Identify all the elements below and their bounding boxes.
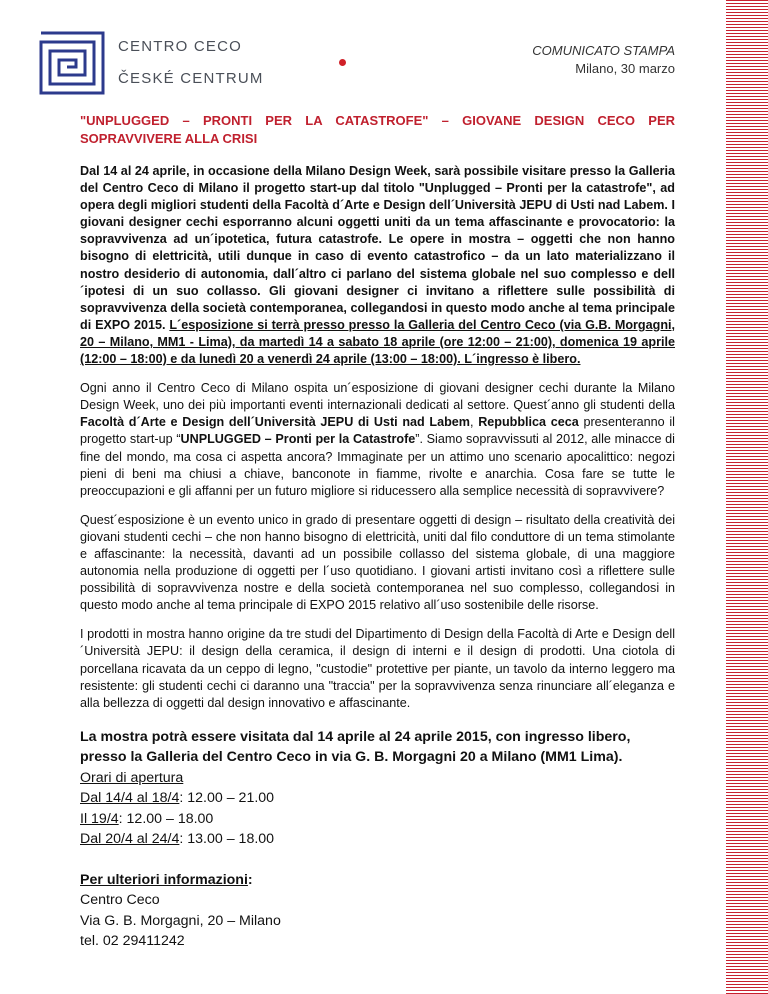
paragraph-1 [80, 380, 675, 500]
info-colon: : [247, 871, 253, 888]
p1-c: , [470, 415, 479, 430]
hours-label: Dal 14/4 al 18/4 [80, 790, 180, 807]
p1-project-title: UNPLUGGED – Pronti per la Catastrofe [180, 432, 416, 447]
visit-statement: La mostra potrà essere visitata dal 14 aprile al 24 aprile 2015, con ingresso libero, presso la Galleria del Centro Ceco in via G. B. Morgagni 20 a Milano (MM1 Lima). [80, 728, 631, 766]
logo-line-2: ČESKÉ CENTRUM [118, 70, 264, 87]
intro-paragraph [80, 163, 675, 368]
logo-line-1: CENTRO CECO [118, 38, 243, 55]
contact-name: Centro Ceco [80, 892, 160, 909]
info-title: Per ulteriori informazioni [80, 871, 248, 888]
info-heading [80, 870, 675, 891]
p1-e: presenteranno il progetto start-up “ [80, 415, 675, 447]
hours-row-3 [80, 829, 675, 850]
paragraph-3: I prodotti in mostra hanno origine da tre studi del Dipartimento di Design della Facoltà di Arte e Design dell´Università JEPU: il design della ceramica, il design di interni e il design di prodotti. Una ciotola di porcellana ricavata da un ceppo di legno, "custodie" protettive per piante, un tavolo da interno leggero ma resistente: gli studenti cechi ci daranno una "traccia" per la sopravvivenza senza rinunciare all´eleganza e alla bellezza di oggetti dal design innovativo e affascinante. [80, 627, 675, 710]
hours-time: : 12.00 – 18.00 [118, 810, 214, 827]
contact-address: Via G. B. Morgagni, 20 – Milano [80, 912, 281, 929]
intro-underlined-details: L´esposizione si terrà presso presso la Galleria del Centro Ceco (via G.B. Morgagni, 20 – Milano, MM1 - Lima), da martedì 14 a sabato 18 aprile (ore 12:00 – 21:00), domenica 19 aprile (12:00 – 18:00) e da lunedì 20 a venerdì 24 aprile (13:00 – 18:00). L´ingresso è libero. [80, 317, 676, 367]
headline: "UNPLUGGED – PRONTI PER LA CATASTROFE" – GIOVANE DESIGN CECO PER SOPRAVVIVERE ALLA CRISI [80, 113, 675, 146]
press-label: COMUNICATO STAMPA [532, 43, 675, 58]
hours-row-2 [80, 809, 675, 830]
p1-country: Repubblica ceca [478, 415, 579, 430]
hours-title: Orari di apertura [80, 769, 184, 786]
paragraph-2: Quest´esposizione è un evento unico in grado di presentare oggetti di design – risultato della creatività dei giovani studenti cechi – che non hanno bisogno di elettricità, uniti dal filo conduttore di un tema stimolante e affascinante: la necessità, davanti ad un possibile collasso del sistema globale, di una maggiore autonomia nella produzione di oggetti per l´uso quotidiano. I giovani artisti invitano così a riflettere sulle possibilità di sopravvivenza nostre e della società contemporanea nel suo complesso, collegandosi in questo modo anche al tema principale di EXPO 2015 relativo all´uso sostenibile delle risorse. [80, 512, 675, 613]
logo-red-dot [339, 59, 346, 66]
visit-info [80, 727, 675, 952]
decorative-stripe-border [726, 0, 768, 994]
hours-time: : 13.00 – 18.00 [179, 831, 275, 848]
hours-row-1 [80, 788, 675, 809]
intro-text: Dal 14 al 24 aprile, in occasione della Milano Design Week, sarà possibile visitare presso la Galleria del Centro Ceco di Milano il progetto start-up dal titolo "Unplugged – Pronti per la catastrofe", ad opera degli migliori studenti della Facoltà d´Arte e Design dell´Università JEPU di Usti nad Labem. I giovani designer cechi esporranno alcuni oggetti uniti da un tema affascinante e provocatorio: la sopravvivenza ad un´ipotetica, futura catastrofe. Le opere in mostra – oggetti che non hanno bisogno di elettricità, utili dunque in caso di evento catastrofico – da un lato materializzano il nostro desiderio di autonomia, dall´altro ci parlano del sistema globale nel suo complesso e dell´ipotesi di un suo collasso. Gli giovani designer ci invitano a riflettere sulle possibilità di sopravvivenza della società contemporanea, collegandosi in questo modo anche al tema principale di EXPO 2015. [80, 164, 675, 332]
hours-time: : 12.00 – 21.00 [179, 790, 275, 807]
hours-label: Il 19/4 [80, 810, 119, 827]
hours-label: Dal 20/4 al 24/4 [80, 831, 180, 848]
centro-ceco-logo-icon [38, 30, 106, 96]
city-date: Milano, 30 marzo [575, 61, 675, 76]
p1-a: Ogni anno il Centro Ceco di Milano ospita un´esposizione di giovani designer cechi durante la Milano Design Week, uno dei più importanti eventi internazionali dedicati al settore. Quest´anno gli studenti della [80, 381, 675, 413]
press-header [532, 42, 675, 78]
contact-phone: tel. 02 29411242 [80, 933, 185, 950]
p1-faculty: Facoltà d´Arte e Design dell´Università JEPU di Usti nad Labem [80, 415, 470, 430]
p1-g: ”. Siamo sopravvissuti al 2012, alle minacce di fine del mondo, ma cosa ci aspetta ancora? Immaginate per un attimo uno scenario apocalittico: negozi pieni di beni ma chiusi a chiave, banconote in fiamme, rivolte e anarchia. Cosa fare se tutte le preoccupazioni e gli affanni per un futuro migliore si riducessero alla semplice necessità di sopravvivere? [80, 432, 675, 498]
document-body [80, 112, 675, 952]
